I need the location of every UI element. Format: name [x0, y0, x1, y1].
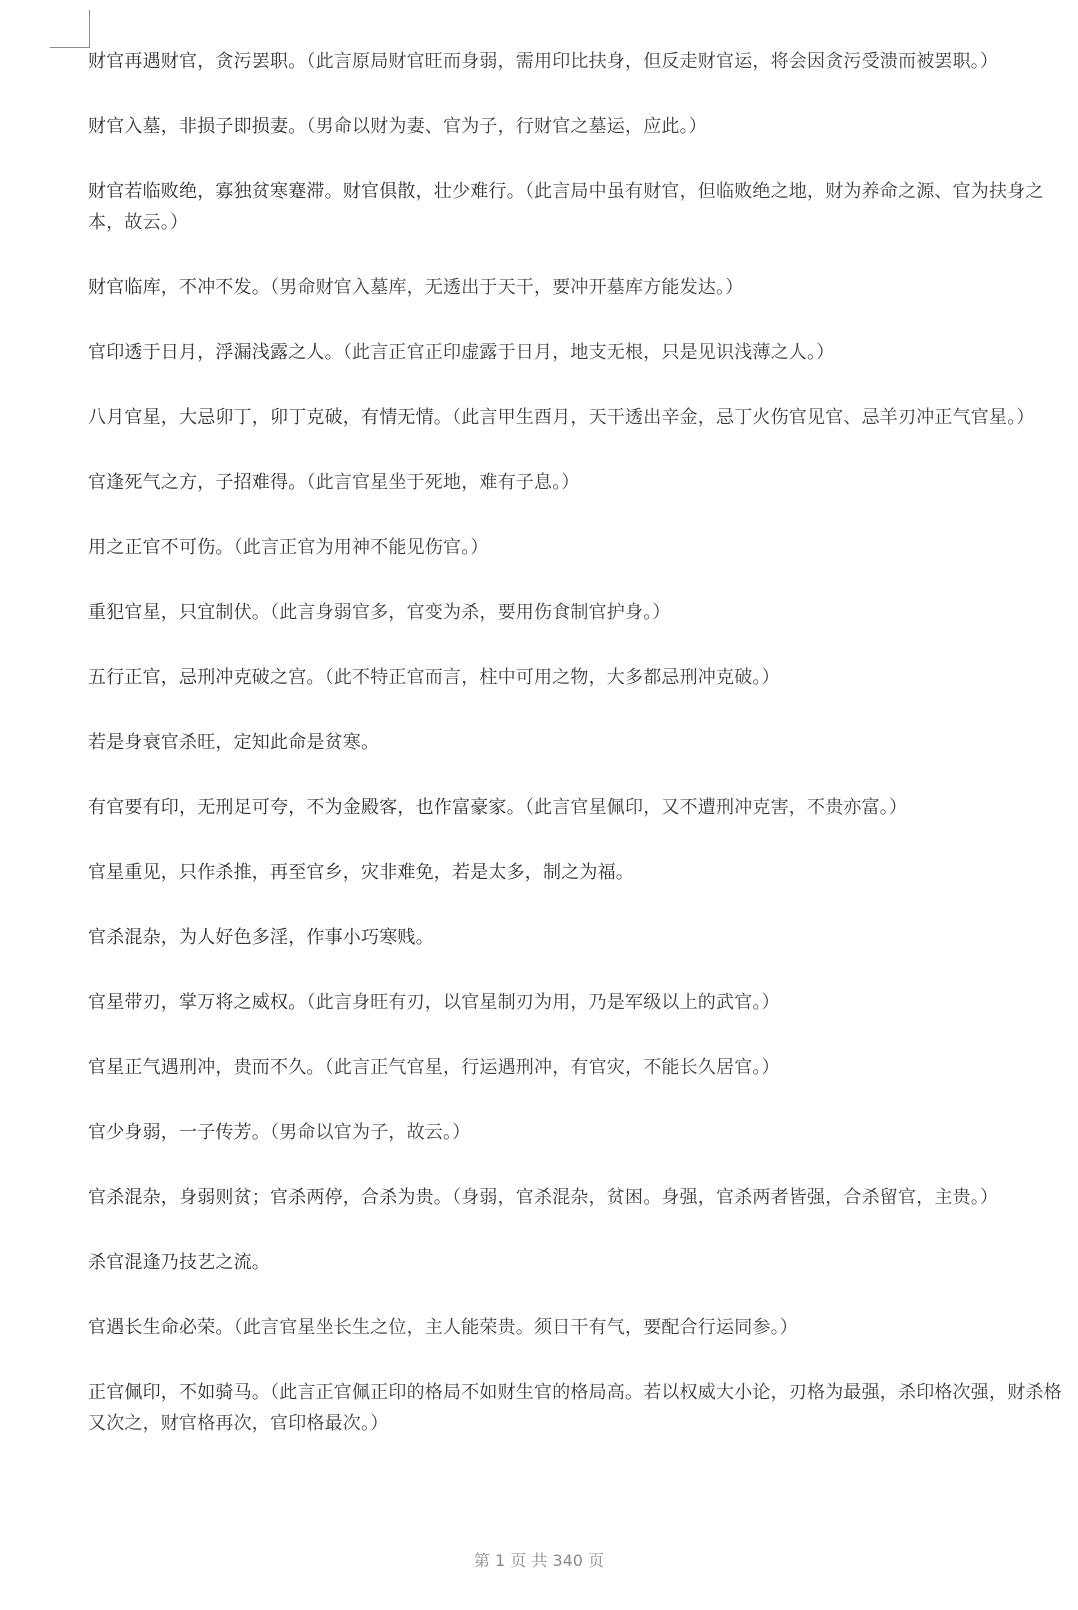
paragraph-text: 官星正气遇刑冲，贵而不久。: [88, 1057, 325, 1078]
paragraph: [88, 1377, 1070, 1439]
paragraph-text: 官遇长生命必荣。: [88, 1317, 234, 1338]
paragraph: [88, 987, 1070, 1018]
paragraph-text: 五行正官，忌刑冲克破之宫。: [88, 667, 325, 688]
paragraph-text: 官印透于日月，浮漏浅露之人。: [88, 342, 343, 363]
page-number-label: 第 1 页 共 340 页: [473, 1551, 605, 1570]
paragraph: [88, 1052, 1070, 1083]
paragraph-text: 官星重见，只作杀推，再至官乡，灾非难免，若是太多，制之为福。: [88, 862, 634, 883]
paragraph: [88, 727, 1070, 758]
paragraph: [88, 857, 1070, 888]
paragraph-text: 财官再遇财官，贪污罢职。: [88, 51, 307, 72]
paragraph-text: 官杀混杂，为人好色多淫，作事小巧寒贱。: [88, 927, 434, 948]
paragraph: [88, 1117, 1070, 1148]
paragraph-text: 用之正官不可伤。: [88, 537, 234, 558]
paragraph-note: （身弱，官杀混杂，贫困。身强，官杀两者皆强，合杀留官，主贵。）: [452, 1187, 999, 1208]
paragraph-text: 官逢死气之方，子招难得。: [88, 472, 307, 493]
paragraph-note: （此言正官为用神不能见伤官。）: [233, 537, 489, 558]
paragraph: [88, 111, 1070, 142]
paragraph-text: 官杀混杂，身弱则贫；官杀两停，合杀为贵。: [88, 1187, 452, 1208]
paragraph-note: （男命以官为子，故云。）: [270, 1122, 471, 1143]
paragraph-note: （此言局中虽有财官，但临败绝之地，财为养命之源、官为扶身之本，故云。）: [88, 181, 1044, 233]
paragraph: [88, 272, 1070, 303]
paragraph-note: （此言甲生酉月，天干透出辛金，忌丁火伤官见官、忌羊刃冲正气官星。）: [452, 407, 1035, 428]
paragraph-note: （此言正官佩正印的格局不如财生官的格局高。若以权威大小论，刃格为最强，杀印格次强，财杀格又次之，财官格再次，官印格最次。）: [88, 1382, 1062, 1434]
paragraph-text: 官少身弱，一子传芳。: [88, 1122, 270, 1143]
paragraph-note: （此言身旺有刃，以官星制刃为用，乃是军级以上的武官。）: [306, 992, 780, 1013]
paragraph: [88, 792, 1070, 823]
paragraph-note: （此言原局财官旺而身弱，需用印比扶身，但反走财官运，将会因贪污受溃而被罢职。）: [306, 51, 999, 72]
paragraph-note: （此言官星坐长生之位，主人能荣贵。须日干有气，要配合行运同参。）: [233, 1317, 799, 1338]
paragraph-text: 财官入墓，非损子即损妻。: [88, 116, 307, 137]
paragraph: [88, 176, 1070, 238]
paragraph: [88, 1182, 1070, 1213]
paragraph-note: （此言身弱官多，官变为杀，要用伤食制官护身。）: [270, 602, 671, 623]
page-footer: [0, 1548, 1078, 1571]
paragraph-note: （男命以财为妻、官为子，行财官之墓运，应此。）: [306, 116, 708, 137]
paragraph-text: 杀官混逢乃技艺之流。: [88, 1252, 270, 1273]
paragraph: [88, 597, 1070, 628]
paragraph-text: 正官佩印，不如骑马。: [88, 1382, 270, 1403]
paragraph-note: （此言官星坐于死地，难有子息。）: [306, 472, 580, 493]
paragraph: [88, 1312, 1070, 1343]
paragraph-text: 有官要有印，无刑足可夸，不为金殿客，也作富豪家。: [88, 797, 525, 818]
paragraph-text: 财官临库，不冲不发。: [88, 277, 270, 298]
paragraph: [88, 46, 1070, 77]
document-body: [88, 46, 1070, 1473]
paragraph: [88, 922, 1070, 953]
paragraph: [88, 1247, 1070, 1278]
paragraph-note: （此不特正官而言，柱中可用之物，大多都忌刑冲克破。）: [324, 667, 780, 688]
paragraph-note: （男命财官入墓库，无透出于天干，要冲开墓库方能发达。）: [270, 277, 744, 298]
paragraph-note: （此言正官正印虚露于日月，地支无根，只是见识浅薄之人。）: [342, 342, 835, 363]
paragraph-note: （此言正气官星，行运遇刑冲，有官灾，不能长久居官。）: [324, 1057, 780, 1078]
paragraph-text: 财官若临败绝，寡独贫寒蹇滞。财官俱散，壮少难行。: [88, 181, 525, 202]
paragraph: [88, 337, 1070, 368]
paragraph-text: 官星带刃，掌万将之威权。: [88, 992, 307, 1013]
paragraph: [88, 662, 1070, 693]
paragraph-text: 若是身衰官杀旺，定知此命是贫寒。: [88, 732, 380, 753]
page-corner-marker: [50, 10, 90, 48]
paragraph-note: （此言官星佩印，又不遭刑冲克害，不贵亦富。）: [524, 797, 908, 818]
paragraph: [88, 467, 1070, 498]
paragraph: [88, 402, 1070, 433]
paragraph: [88, 532, 1070, 563]
paragraph-text: 八月官星，大忌卯丁，卯丁克破，有情无情。: [88, 407, 452, 428]
paragraph-text: 重犯官星，只宜制伏。: [88, 602, 270, 623]
